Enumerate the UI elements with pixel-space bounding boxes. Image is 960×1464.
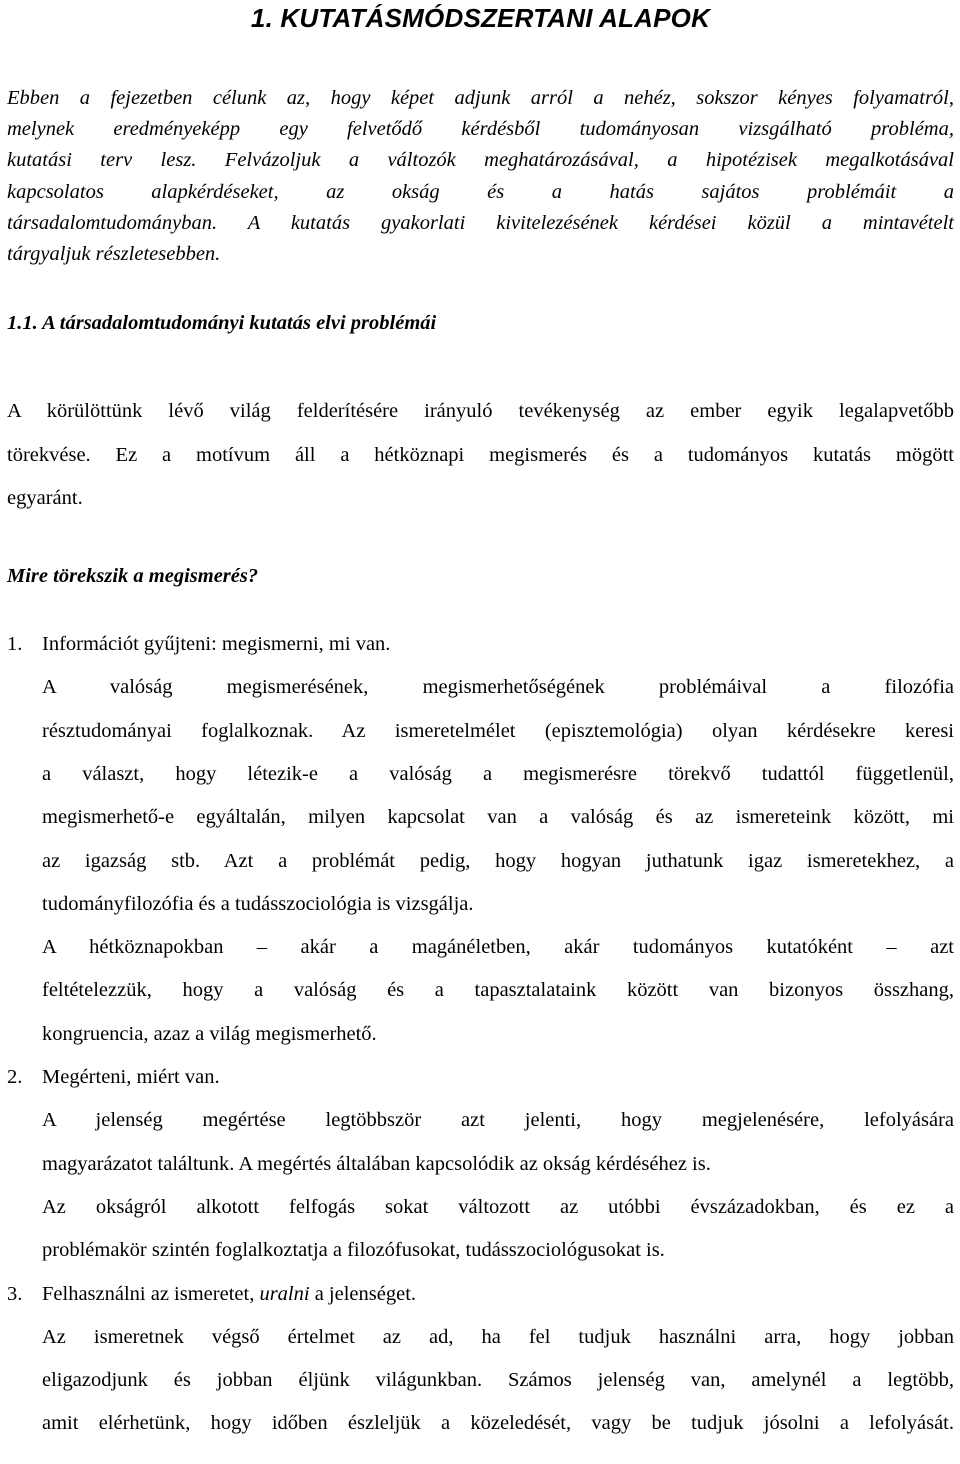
list-item-number: 3.: [7, 1282, 23, 1305]
paragraph-line: egyaránt.: [7, 486, 83, 509]
list-item-heading-emphasis: uralni: [259, 1282, 310, 1305]
list-item-line: tudományfilozófia és a tudásszociológia is vizsgálja.: [42, 892, 474, 915]
list-item-heading: [7, 1056, 954, 1099]
list-item-line: Az ismeretnek végső értelmet az ad, ha fel tudjuk használni arra, hogy jobban: [42, 1325, 954, 1348]
list-item-body: [7, 666, 954, 1056]
intro-line: tárgyaljuk részletesebben.: [7, 243, 221, 266]
list-item-line: az igazság stb. Azt a problémát pedig, hogy hogyan juthatunk igaz ismeretekhez, a: [42, 849, 954, 872]
list-item-body: [7, 1316, 954, 1446]
list-item: [7, 1273, 954, 1446]
list-item-number: 2.: [7, 1066, 23, 1089]
list-item-heading-text: Információt gyűjteni: megismerni, mi van.: [42, 633, 391, 656]
list-item-body: [7, 1099, 954, 1272]
list-item-line: A valóság megismerésének, megismerhetőségének problémáival a filozófia: [42, 676, 954, 699]
section-paragraph: [7, 390, 954, 520]
intro-line: melynek eredményeképp egy felvetődő kérdésből tudományosan vizsgálható probléma,: [7, 118, 954, 141]
list-item-line: problémakör szintén foglalkoztatja a filozófusokat, tudásszociológusokat is.: [42, 1239, 665, 1262]
list-item: [7, 623, 954, 1056]
list-item-line: eligazodjunk és jobban éljünk világunkban. Számos jelenség van, amelynél a legtöbb,: [42, 1369, 954, 1392]
list-item: [7, 1056, 954, 1272]
list-item-line: kongruencia, azaz a világ megismerhető.: [42, 1022, 377, 1045]
intro-line: Ebben a fejezetben célunk az, hogy képet adjunk arról a nehéz, sokszor kényes folyamatról,: [7, 87, 954, 109]
list-item-heading: [7, 1273, 954, 1316]
list-item-line: A jelenség megértése legtöbbször azt jelenti, hogy megjelenésére, lefolyására: [42, 1109, 954, 1132]
chapter-intro: [7, 83, 954, 270]
list-item-number: 1.: [7, 633, 23, 656]
list-item-line: a választ, hogy létezik-e a valóság a megismerésre törekvő tudattól függetlenül,: [42, 763, 954, 785]
list-item-line: A hétköznapokban – akár a magánéletben, akár tudományos kutatóként – azt: [42, 936, 954, 959]
list-item-heading: [7, 623, 954, 666]
list-item-heading-text: a jelenséget.: [309, 1282, 417, 1305]
list-item-line: Az okságról alkotott felfogás sokat változott az utóbbi évszázadokban, és ez a: [42, 1195, 954, 1218]
list-item-heading-text: Megérteni, miért van.: [42, 1066, 220, 1089]
list-item-line: feltételezzük, hogy a valóság és a tapasztalataink között van bizonyos összhang,: [42, 979, 954, 1002]
list-item-line: résztudományai foglalkoznak. Az ismeretelmélet (episztemológia) olyan kérdésekre keresi: [42, 719, 954, 742]
intro-line: társadalomtudományban. A kutatás gyakorlati kivitelezésének kérdései közül a mintavételt: [7, 211, 954, 234]
list-item-line: magyarázatot találtunk. A megértés általában kapcsolódik az okság kérdéséhez is.: [42, 1152, 711, 1175]
question-heading: Mire törekszik a megismerés?: [7, 565, 259, 588]
chapter-title: 1. KUTATÁSMÓDSZERTANI ALAPOK: [250, 3, 711, 33]
numbered-list: [7, 623, 954, 1446]
list-item-line: amit elérhetünk, hogy időben észleljük a közeledését, vagy be tudjuk jósolni a lefolyását.: [42, 1412, 954, 1435]
list-item-heading-text: Felhasználni az ismeretet,: [42, 1282, 260, 1305]
list-item-line: megismerhető-e egyáltalán, milyen kapcsolat van a valóság és az ismereteink között, mi: [42, 806, 954, 829]
section-title: 1.1. A társadalomtudományi kutatás elvi problémái: [7, 312, 437, 335]
intro-line: kutatási terv lesz. Felvázoljuk a változók meghatározásával, a hipotézisek megalkotásával: [7, 149, 954, 172]
intro-line: kapcsolatos alapkérdéseket, az okság és a hatás sajátos problémáit a: [7, 180, 954, 203]
paragraph-line: törekvése. Ez a motívum áll a hétköznapi megismerés és a tudományos kutatás mögött: [7, 443, 954, 466]
paragraph-line: A körülöttünk lévő világ felderítésére irányuló tevékenység az ember egyik legalapvetőbb: [7, 400, 954, 423]
